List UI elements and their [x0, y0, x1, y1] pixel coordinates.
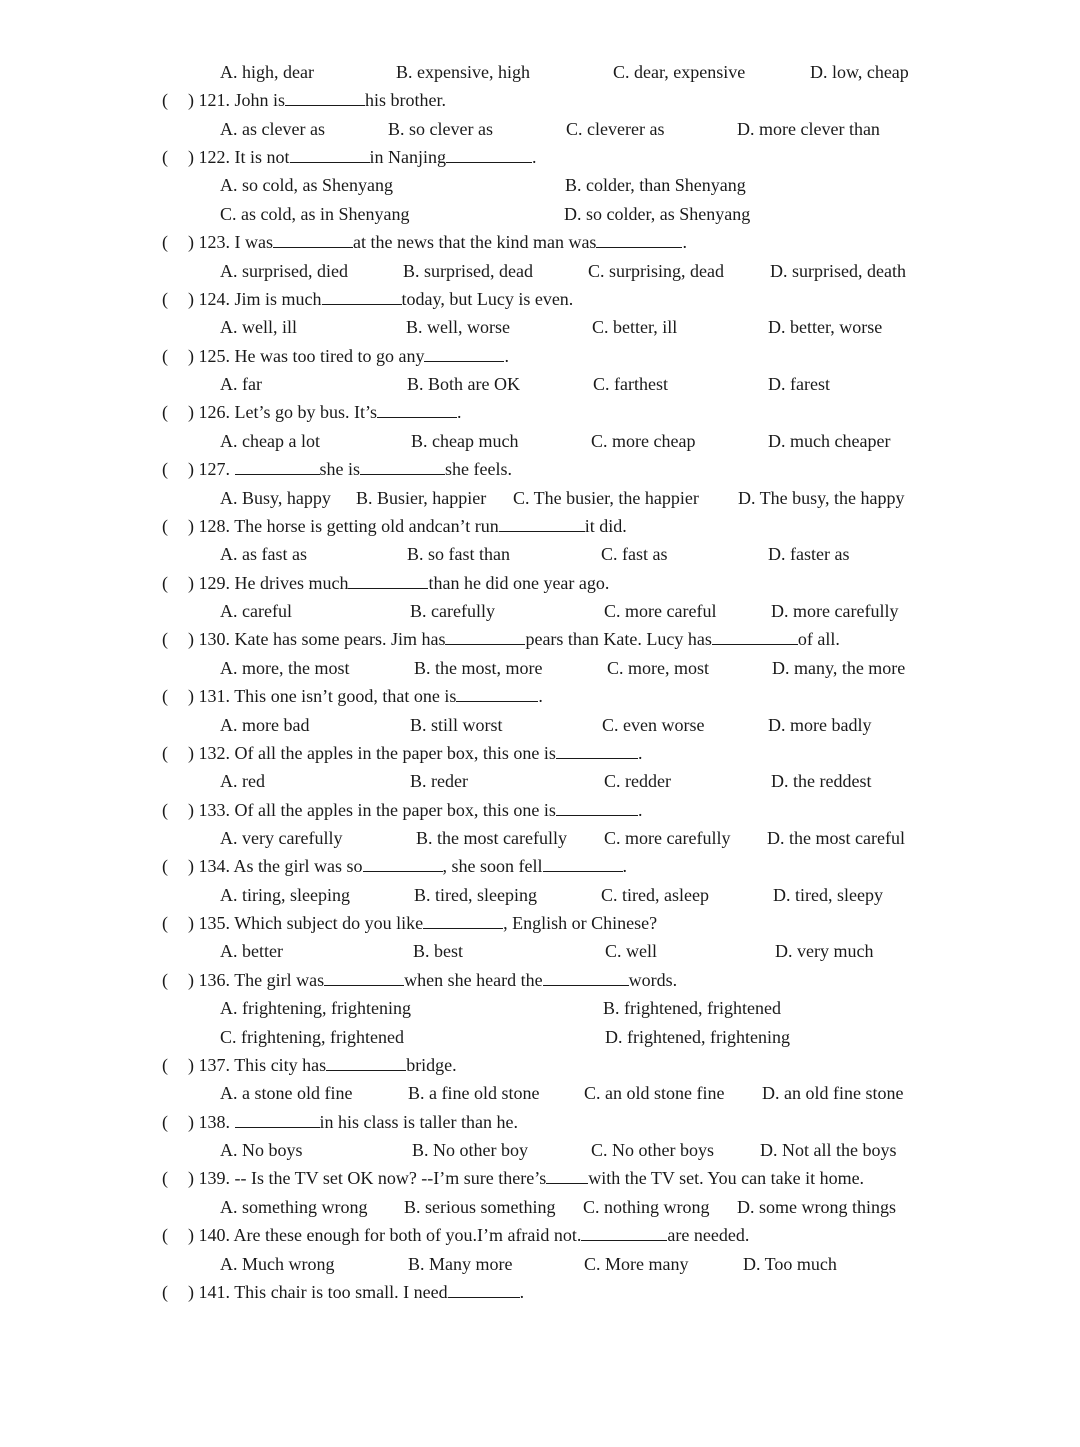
answer-blank[interactable]	[543, 969, 629, 986]
option-d[interactable]: D. Not all the boys	[760, 1140, 897, 1161]
option-a[interactable]: A. something wrong	[220, 1196, 368, 1217]
question-text	[188, 1167, 864, 1189]
options-row	[0, 316, 1080, 338]
question-segment: The horse is getting old andcan’t run	[234, 515, 499, 536]
question-segment: she is	[319, 459, 360, 480]
answer-paren[interactable]: (	[162, 1225, 168, 1246]
question-segment: .	[504, 345, 509, 366]
answer-paren[interactable]: (	[162, 402, 168, 423]
question-number: ) 123.	[188, 232, 230, 253]
question-row	[0, 515, 1080, 537]
question-segment: .	[519, 1281, 525, 1302]
question-number: ) 136.	[188, 969, 230, 990]
option-c[interactable]: C. better, ill	[592, 317, 678, 338]
question-number: ) 133.	[188, 799, 230, 820]
question-segment: she feels.	[445, 459, 512, 480]
question-segment: of all.	[797, 629, 840, 650]
answer-blank[interactable]	[273, 231, 353, 248]
question-segment: today, but Lucy is even.	[401, 288, 574, 309]
answer-blank[interactable]	[446, 146, 532, 163]
option-d[interactable]: D. some wrong things	[737, 1196, 896, 1217]
question-number: ) 131.	[188, 686, 230, 707]
option-a[interactable]: A. high, dear	[220, 62, 314, 82]
question-row	[0, 1224, 1080, 1246]
answer-blank[interactable]	[499, 515, 585, 532]
option-c[interactable]: C. fast as	[601, 544, 668, 565]
question-row	[0, 628, 1080, 650]
option-b[interactable]: B. expensive, high	[396, 62, 530, 82]
option-b[interactable]: B. well, worse	[406, 317, 510, 338]
question-segment: .	[682, 232, 687, 253]
option-a[interactable]: A. far	[220, 374, 262, 395]
option-c[interactable]: C. dear, expensive	[613, 62, 746, 82]
question-row	[0, 1281, 1080, 1303]
answer-paren[interactable]: (	[162, 629, 168, 650]
question-segment: He drives much	[234, 572, 349, 593]
question-number: ) 125.	[188, 345, 230, 366]
question-segment: Let’s go by bus. It’s	[234, 402, 377, 423]
options-row	[0, 174, 1080, 196]
option-c[interactable]: C. more careful	[604, 601, 717, 622]
option-a[interactable]: A. No boys	[220, 1140, 303, 1161]
option-b[interactable]: B. surprised, dead	[403, 260, 533, 281]
answer-blank[interactable]	[326, 1054, 406, 1071]
question-text	[188, 1281, 524, 1303]
question-text	[188, 855, 627, 877]
options-row	[0, 487, 1080, 509]
options-row	[0, 997, 1080, 1019]
option-d[interactable]: D. farest	[768, 374, 830, 395]
options-row	[0, 118, 1080, 140]
option-d[interactable]: D. an old fine stone	[762, 1083, 904, 1104]
option-c[interactable]: C. nothing wrong	[583, 1196, 710, 1217]
answer-paren[interactable]: (	[162, 913, 168, 934]
answer-paren[interactable]: (	[162, 459, 168, 480]
question-segment: bridge.	[406, 1054, 457, 1075]
question-segment: pears than Kate. Lucy has	[525, 629, 712, 650]
question-row	[0, 912, 1080, 934]
option-b[interactable]: B. still worst	[410, 714, 503, 735]
question-number: ) 139.	[188, 1168, 230, 1189]
options-row	[0, 827, 1080, 849]
question-segment: , English or Chinese?	[503, 913, 658, 934]
question-segment: , she soon fell	[442, 856, 543, 877]
answer-blank[interactable]	[556, 799, 638, 816]
question-segment: when she heard the	[404, 969, 543, 990]
answer-paren[interactable]: (	[162, 1054, 168, 1075]
answer-paren[interactable]: (	[162, 1111, 168, 1132]
question-number: ) 130.	[188, 629, 230, 650]
question-row	[0, 458, 1080, 480]
question-text	[188, 231, 687, 253]
question-segment: It is not	[234, 147, 290, 168]
options-row	[0, 940, 1080, 962]
question-row	[0, 799, 1080, 821]
option-a[interactable]: A. more, the most	[220, 657, 350, 678]
answer-paren[interactable]: (	[162, 345, 168, 366]
question-segment: .	[637, 799, 643, 820]
option-c[interactable]: C. more carefully	[604, 827, 731, 848]
option-a[interactable]: A. careful	[220, 601, 292, 622]
question-segment: I was	[234, 232, 273, 253]
question-number: ) 128.	[188, 515, 230, 536]
question-row	[0, 146, 1080, 168]
question-segment: are needed.	[667, 1225, 750, 1246]
options-row	[0, 714, 1080, 736]
option-a[interactable]: A. red	[220, 771, 265, 792]
question-number: ) 141.	[188, 1281, 230, 1302]
question-segment: Jim is much	[234, 288, 322, 309]
option-b[interactable]: B. serious something	[404, 1196, 556, 1217]
answer-paren[interactable]: (	[162, 147, 168, 168]
question-number: ) 137.	[188, 1054, 230, 1075]
answer-blank[interactable]	[556, 742, 638, 759]
question-text	[188, 146, 537, 168]
question-segment: Of all the apples in the paper box, this one is	[234, 799, 556, 820]
question-segment: .	[457, 402, 462, 423]
option-d[interactable]: D. the most careful	[767, 827, 905, 848]
question-row	[0, 1111, 1080, 1133]
question-segment: Are these enough for both of you.I’m afraid not.	[233, 1225, 582, 1246]
answer-blank[interactable]	[424, 345, 504, 362]
question-row	[0, 685, 1080, 707]
option-c[interactable]: C. tired, asleep	[601, 884, 709, 905]
option-c[interactable]: C. farthest	[593, 374, 668, 395]
question-number: ) 127.	[188, 459, 230, 480]
options-row	[0, 1253, 1080, 1275]
question-text	[188, 401, 462, 423]
question-number: ) 134.	[188, 856, 230, 877]
question-segment: than he did one year ago.	[428, 572, 610, 593]
answer-paren[interactable]: (	[162, 1168, 168, 1189]
options-row	[0, 260, 1080, 282]
question-number: ) 122.	[188, 147, 230, 168]
answer-paren[interactable]: (	[162, 969, 168, 990]
question-text	[188, 685, 543, 707]
answer-blank[interactable]	[445, 628, 525, 645]
options-row	[0, 1026, 1080, 1048]
question-text	[188, 288, 573, 310]
question-segment: This city has	[234, 1054, 327, 1075]
answer-blank[interactable]	[596, 231, 682, 248]
question-segment: Which subject do you like	[234, 913, 424, 934]
question-row	[0, 572, 1080, 594]
question-row	[0, 969, 1080, 991]
question-segment: .	[538, 686, 543, 707]
answer-paren[interactable]: (	[162, 90, 168, 111]
question-segment: Of all the apples in the paper box, this one is	[234, 742, 556, 763]
question-text	[188, 628, 840, 650]
option-a[interactable]: A. well, ill	[220, 317, 297, 338]
option-d[interactable]: D. more carefully	[771, 601, 899, 622]
question-number: ) 140.	[188, 1225, 230, 1246]
answer-blank[interactable]	[581, 1224, 667, 1241]
answer-paren[interactable]: (	[162, 742, 168, 763]
option-a[interactable]: C. as cold, as in Shenyang	[220, 203, 410, 224]
option-b[interactable]: B. so clever as	[388, 118, 493, 139]
question-segment: .	[622, 856, 627, 877]
option-b[interactable]: B. Busier, happier	[356, 487, 487, 508]
option-d[interactable]: D. The busy, the happy	[738, 487, 905, 508]
option-d[interactable]: D. Too much	[743, 1253, 837, 1274]
question-text	[188, 1054, 457, 1076]
option-c[interactable]: C. more, most	[607, 657, 709, 678]
question-row	[0, 231, 1080, 253]
option-a[interactable]: A. frightening, frightening	[220, 998, 411, 1019]
answer-paren[interactable]: (	[162, 856, 168, 877]
option-b[interactable]: B. the most, more	[414, 657, 543, 678]
options-row	[0, 884, 1080, 906]
options-row	[0, 203, 1080, 225]
option-c[interactable]: C. redder	[604, 771, 671, 792]
option-a[interactable]: A. cheap a lot	[220, 430, 320, 451]
option-b[interactable]: B. colder, than Shenyang	[565, 175, 746, 196]
question-row	[0, 345, 1080, 367]
question-text	[188, 969, 677, 991]
question-segment: at the news that the kind man was	[353, 232, 597, 253]
answer-paren[interactable]: (	[162, 686, 168, 707]
question-number: ) 121.	[188, 90, 230, 111]
option-a[interactable]: A. very carefully	[220, 827, 343, 848]
option-b[interactable]: B. best	[413, 941, 464, 962]
option-a[interactable]: A. surprised, died	[220, 260, 348, 281]
option-b[interactable]: B. the most carefully	[416, 827, 567, 848]
question-number: ) 138.	[188, 1111, 230, 1132]
options-row	[0, 373, 1080, 395]
option-b[interactable]: D. so colder, as Shenyang	[564, 203, 751, 224]
question-segment: .	[637, 742, 643, 763]
option-a[interactable]: A. Much wrong	[220, 1253, 335, 1274]
option-d[interactable]: D. better, worse	[768, 317, 883, 338]
answer-blank[interactable]	[377, 401, 457, 418]
option-b[interactable]: B. frightened, frightened	[603, 998, 781, 1019]
answer-blank[interactable]	[456, 685, 538, 702]
question-segment: it did.	[584, 515, 627, 536]
options-row	[0, 1196, 1080, 1218]
question-row	[0, 1054, 1080, 1076]
question-segment: The girl was	[234, 969, 325, 990]
question-segment: words.	[628, 969, 678, 990]
option-c[interactable]: C. even worse	[602, 714, 705, 735]
answer-blank[interactable]	[363, 855, 443, 872]
answer-blank[interactable]	[712, 628, 798, 645]
option-b[interactable]: D. frightened, frightening	[605, 1026, 790, 1047]
question-segment: Kate has some pears. Jim has	[234, 629, 446, 650]
option-a[interactable]: A. Busy, happy	[220, 487, 331, 508]
option-c[interactable]: C. cleverer as	[566, 118, 665, 139]
option-b[interactable]: B. so fast than	[407, 544, 510, 565]
question-text	[188, 912, 657, 934]
option-c[interactable]: C. No other boys	[591, 1140, 714, 1161]
question-segment: As the girl was so	[233, 856, 363, 877]
option-d[interactable]: D. more clever than	[737, 118, 880, 139]
option-b[interactable]: B. No other boy	[412, 1140, 528, 1161]
question-segment: This chair is too small. I need	[234, 1281, 448, 1302]
question-segment: He was too tired to go any	[234, 345, 425, 366]
question-text	[188, 89, 446, 111]
options-row	[0, 430, 1080, 452]
option-b[interactable]: B. a fine old stone	[408, 1083, 540, 1104]
question-segment: with the TV set. You can take it home.	[588, 1168, 865, 1189]
option-c[interactable]: C. more cheap	[591, 430, 696, 451]
option-c[interactable]: C. surprising, dead	[588, 260, 724, 281]
answer-paren[interactable]: (	[162, 515, 168, 536]
question-row	[0, 855, 1080, 877]
option-b[interactable]: B. carefully	[410, 601, 495, 622]
options-row	[0, 543, 1080, 565]
options-row	[0, 61, 1080, 83]
question-text	[188, 742, 642, 764]
option-c[interactable]: C. More many	[584, 1253, 689, 1274]
question-row	[0, 1167, 1080, 1189]
answer-blank[interactable]	[322, 288, 402, 305]
option-b[interactable]: B. Both are OK	[407, 374, 520, 395]
option-c[interactable]: C. an old stone fine	[584, 1083, 725, 1104]
answer-paren[interactable]: (	[162, 572, 168, 593]
options-row	[0, 657, 1080, 679]
question-text	[188, 458, 512, 480]
question-segment: his brother.	[365, 90, 447, 111]
option-a[interactable]: A. as fast as	[220, 544, 307, 565]
question-number: ) 129.	[188, 572, 230, 593]
question-text	[188, 1224, 749, 1246]
option-d[interactable]: D. surprised, death	[770, 260, 906, 281]
question-segment: John is	[234, 90, 286, 111]
answer-blank[interactable]	[235, 1111, 320, 1128]
question-row	[0, 742, 1080, 764]
question-text	[188, 345, 509, 367]
question-segment: .	[532, 147, 537, 168]
question-segment: This one isn’t good, that one is	[234, 686, 457, 707]
answer-blank[interactable]	[546, 1167, 588, 1184]
question-text	[188, 799, 642, 821]
question-number: ) 132.	[188, 742, 230, 763]
option-d[interactable]: D. very much	[775, 941, 874, 962]
answer-blank[interactable]	[235, 458, 320, 475]
option-b[interactable]: B. reder	[410, 771, 468, 792]
answer-blank[interactable]	[348, 572, 428, 589]
option-a[interactable]: A. as clever as	[220, 118, 325, 139]
option-d[interactable]: D. much cheaper	[768, 430, 891, 451]
answer-blank[interactable]	[543, 855, 623, 872]
answer-blank[interactable]	[448, 1281, 520, 1298]
options-row	[0, 600, 1080, 622]
option-c[interactable]: C. The busier, the happier	[513, 487, 699, 508]
option-b[interactable]: B. cheap much	[411, 430, 519, 451]
question-text	[188, 515, 627, 537]
question-number: ) 135.	[188, 913, 230, 934]
question-text	[188, 1111, 518, 1133]
question-segment: in his class is taller than he.	[319, 1111, 518, 1132]
option-a[interactable]: A. so cold, as Shenyang	[220, 175, 393, 196]
option-b[interactable]: B. tired, sleeping	[414, 884, 537, 905]
option-a[interactable]: C. frightening, frightened	[220, 1026, 404, 1047]
question-row	[0, 401, 1080, 423]
answer-paren[interactable]: (	[162, 799, 168, 820]
question-text	[188, 572, 609, 594]
answer-blank[interactable]	[285, 89, 365, 106]
option-d[interactable]: D. faster as	[768, 544, 850, 565]
answer-blank[interactable]	[360, 458, 445, 475]
options-row	[0, 1082, 1080, 1104]
option-d[interactable]: D. more badly	[768, 714, 872, 735]
answer-paren[interactable]: (	[162, 288, 168, 309]
options-row	[0, 770, 1080, 792]
answer-blank[interactable]	[423, 912, 503, 929]
option-c[interactable]: C. well	[605, 941, 657, 962]
option-a[interactable]: A. a stone old fine	[220, 1083, 353, 1104]
option-d[interactable]: D. low, cheap	[810, 62, 909, 82]
answer-paren[interactable]: (	[162, 1281, 168, 1302]
option-b[interactable]: B. Many more	[408, 1253, 513, 1274]
options-row	[0, 1139, 1080, 1161]
answer-blank[interactable]	[290, 146, 370, 163]
question-segment: in Nanjing	[369, 147, 447, 168]
question-row	[0, 89, 1080, 111]
option-d[interactable]: D. tired, sleepy	[773, 884, 883, 905]
option-a[interactable]: A. more bad	[220, 714, 310, 735]
question-number: ) 124.	[188, 288, 230, 309]
option-a[interactable]: A. tiring, sleeping	[220, 884, 350, 905]
answer-blank[interactable]	[324, 969, 404, 986]
question-row	[0, 288, 1080, 310]
question-segment: -- Is the TV set OK now? --I’m sure there’s	[234, 1168, 547, 1189]
question-number: ) 126.	[188, 402, 230, 423]
answer-paren[interactable]: (	[162, 232, 168, 253]
option-d[interactable]: D. the reddest	[771, 771, 872, 792]
option-a[interactable]: A. better	[220, 941, 283, 962]
option-d[interactable]: D. many, the more	[772, 657, 906, 678]
